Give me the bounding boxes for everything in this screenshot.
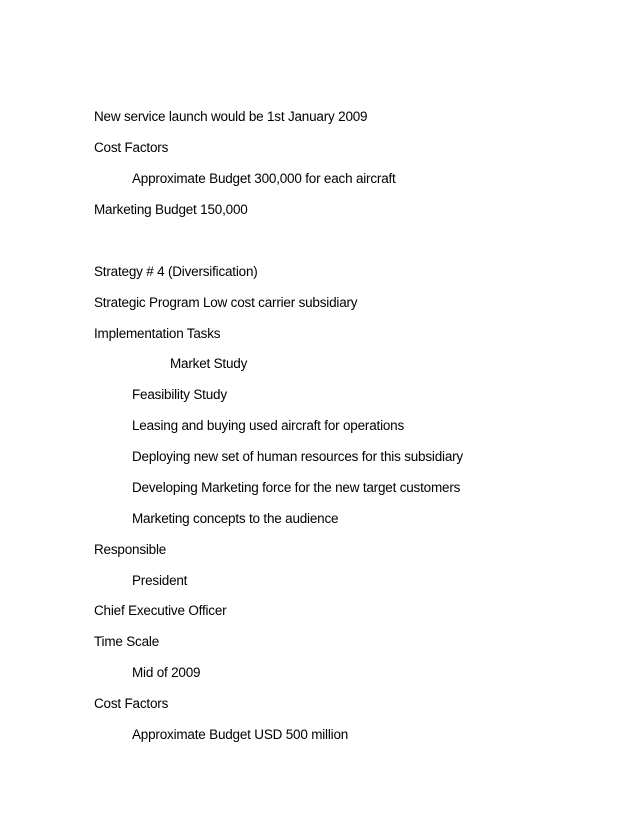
responsible-ceo: Chief Executive Officer bbox=[94, 603, 227, 618]
task-feasibility-study: Feasibility Study bbox=[132, 387, 227, 402]
service-launch-line: New service launch would be 1st January 2009 bbox=[94, 109, 368, 124]
task-marketing-concepts: Marketing concepts to the audience bbox=[132, 511, 339, 526]
strategy-heading: Strategy # 4 (Diversification) bbox=[94, 264, 258, 279]
task-human-resources: Deploying new set of human resources for this subsidiary bbox=[132, 449, 463, 464]
approximate-budget-usd-line: Approximate Budget USD 500 million bbox=[132, 727, 349, 742]
cost-factors-heading-2: Cost Factors bbox=[94, 696, 169, 711]
aircraft-budget-line: Approximate Budget 300,000 for each aircraft bbox=[132, 171, 396, 186]
responsible-heading: Responsible bbox=[94, 542, 167, 557]
task-leasing-aircraft: Leasing and buying used aircraft for operations bbox=[132, 418, 405, 433]
time-scale-value: Mid of 2009 bbox=[132, 665, 201, 680]
strategic-program-line: Strategic Program Low cost carrier subsidiary bbox=[94, 295, 358, 310]
time-scale-heading: Time Scale bbox=[94, 634, 160, 649]
responsible-president: President bbox=[132, 573, 188, 588]
task-marketing-force: Developing Marketing force for the new target customers bbox=[132, 480, 461, 495]
cost-factors-heading: Cost Factors bbox=[94, 140, 169, 155]
task-market-study: Market Study bbox=[170, 356, 248, 371]
implementation-tasks-heading: Implementation Tasks bbox=[94, 326, 221, 341]
marketing-budget-line: Marketing Budget 150,000 bbox=[94, 202, 248, 217]
